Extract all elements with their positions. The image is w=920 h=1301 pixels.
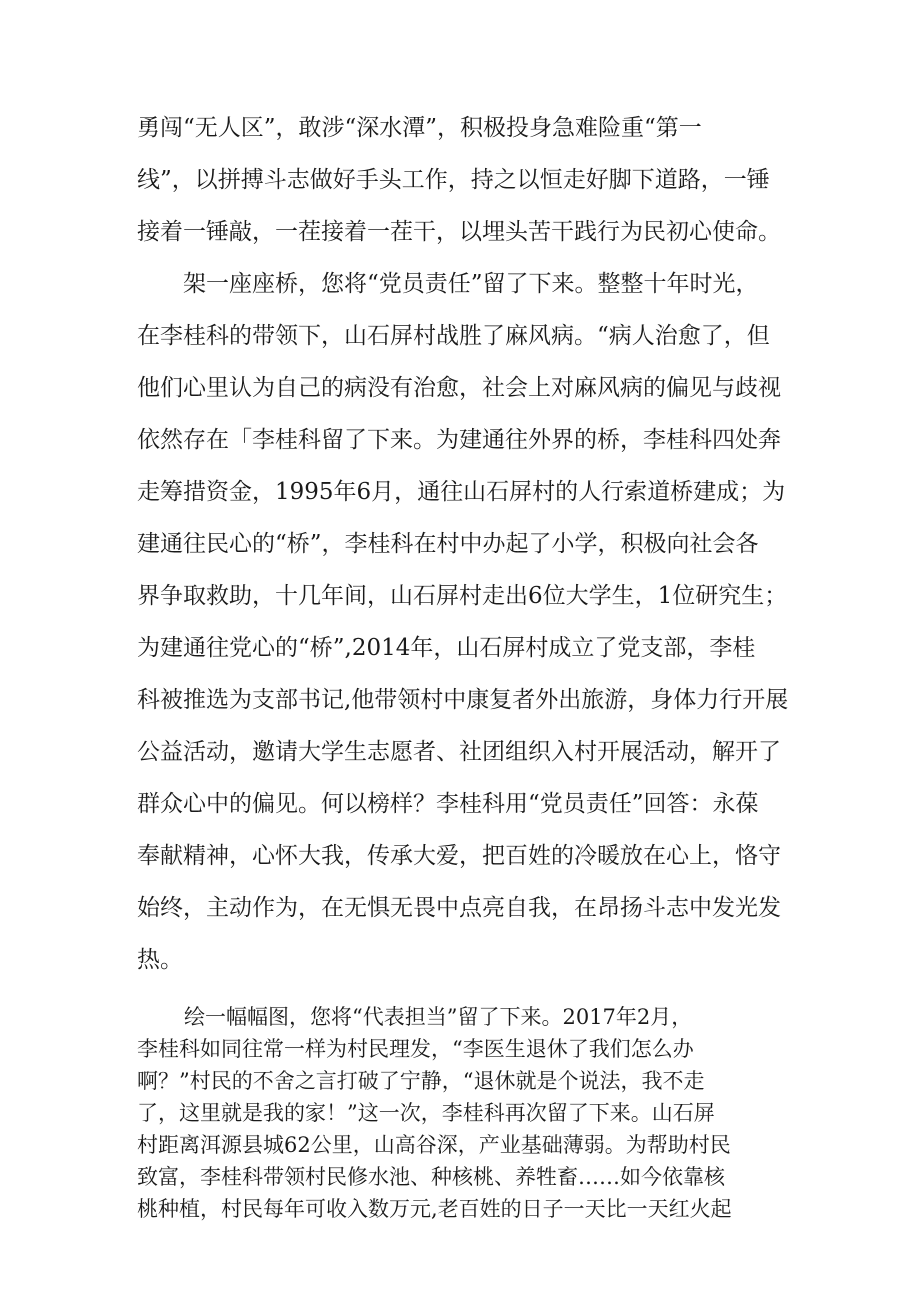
document-page: 勇闯“无人区”，敢涉“深水潭”，积极投身急难险重“第一 线”，以拼搏斗志做好手头工作，持之以恒走好脚下道路，一锤 接着一锤敲，一茬接着一茬干，以埋头苦干践行为民初心使命。 架一座座桥，您将“党员责任”留了下来。整整十年时光， 在李桂科的带领下，山石屏村战胜了麻风病。“病人治愈了，但 他们心里认为自己的病没有治愈，社会上对麻风病的偏见与歧视 依然存在「李桂科留了下来。为建通往外界的桥，李桂科四处奔 走筹措资金，1995年6月，通往山石屏村的人行索道桥建成；为 建通往民心的“桥”，李桂科在村中办起了小学，积极向社会各 界争取救助，十几年间，山石屏村走出6位大学生，1位研究生； 为建通往党心的“桥”,2014年，山石屏村成立了党支部，李桂 科被推选为支部书记,他带领村中康复者外出旅游，身体力行开展 公益活动，邀请大学生志愿者、社团组织入村开展活动，解开了 群众心中的偏见。何以榜样？李桂科用“党员责任”回答：永葆 奉献精神，心怀大我，传承大爱，把百姓的冷暖放在心上，恪守 始终，主动作为，在无惧无畏中点亮自我，在昂扬斗志中发光发 热。 绘一幅幅图，您将“代表担当”留了下来。2017年2月， 李桂科如同往常一样为村民理发，“李医生退休了我们怎么办 啊？”村民的不舍之言打破了宁静，“退休就是个说法，我不走 了，这里就是我的家！”这一次，李桂科再次留了下来。山石屏 村距离洱源县城62公里，山高谷深，产业基础薄弱。为帮助村民 致富，李桂科带领村民修水池、种核桃、养牲畜……如今依靠核 桃种植，村民每年可收入数万元,老百姓的日子一天比一天红火起 xyxy=(0,0,920,1301)
